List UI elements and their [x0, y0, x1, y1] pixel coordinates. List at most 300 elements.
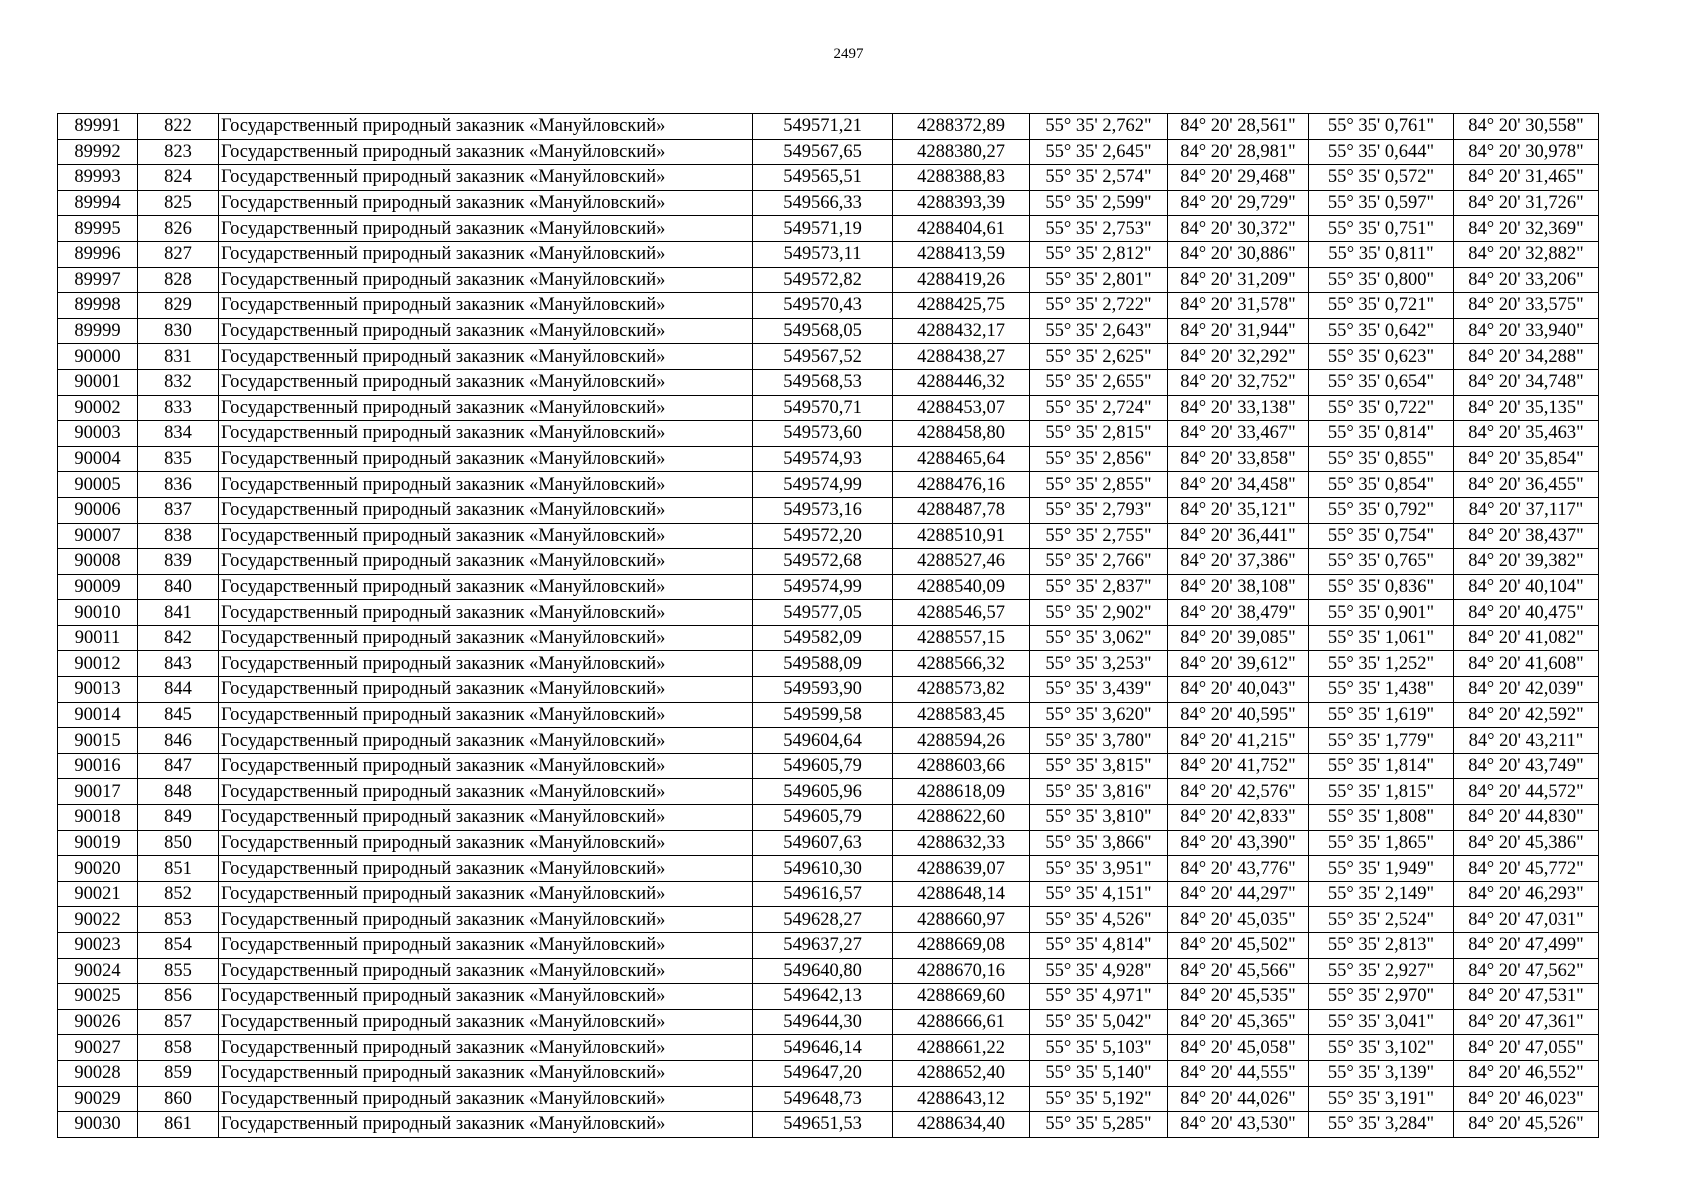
point-number-cell: 833	[138, 395, 219, 421]
point-number-cell: 825	[138, 190, 219, 216]
longitude-1-cell: 84° 20' 33,467"	[1168, 421, 1309, 447]
longitude-1-cell: 84° 20' 36,441"	[1168, 523, 1309, 549]
longitude-1-cell: 84° 20' 39,612"	[1168, 651, 1309, 677]
latitude-2-cell: 55° 35' 1,252"	[1309, 651, 1454, 677]
object-name-cell: Государственный природный заказник «Мануйловский»	[219, 216, 753, 242]
x-coordinate-cell: 549588,09	[753, 651, 893, 677]
longitude-1-cell: 84° 20' 42,833"	[1168, 805, 1309, 831]
point-number-cell: 848	[138, 779, 219, 805]
longitude-1-cell: 84° 20' 33,138"	[1168, 395, 1309, 421]
latitude-2-cell: 55° 35' 3,139"	[1309, 1060, 1454, 1086]
object-name-cell: Государственный природный заказник «Мануйловский»	[219, 574, 753, 600]
x-coordinate-cell: 549599,58	[753, 702, 893, 728]
latitude-1-cell: 55° 35' 3,866"	[1030, 830, 1168, 856]
longitude-1-cell: 84° 20' 33,858"	[1168, 446, 1309, 472]
latitude-1-cell: 55° 35' 2,856"	[1030, 446, 1168, 472]
object-name-cell: Государственный природный заказник «Мануйловский»	[219, 139, 753, 165]
longitude-1-cell: 84° 20' 29,468"	[1168, 165, 1309, 191]
row-id-cell: 89996	[58, 241, 138, 267]
point-number-cell: 824	[138, 165, 219, 191]
longitude-2-cell: 84° 20' 43,749"	[1454, 753, 1599, 779]
y-coordinate-cell: 4288566,32	[893, 651, 1030, 677]
table-row	[58, 830, 1599, 856]
table-row	[58, 702, 1599, 728]
longitude-2-cell: 84° 20' 47,055"	[1454, 1035, 1599, 1061]
object-name-cell: Государственный природный заказник «Мануйловский»	[219, 702, 753, 728]
longitude-2-cell: 84° 20' 31,726"	[1454, 190, 1599, 216]
row-id-cell: 90023	[58, 933, 138, 959]
longitude-1-cell: 84° 20' 43,390"	[1168, 830, 1309, 856]
object-name-cell: Государственный природный заказник «Мануйловский»	[219, 114, 753, 140]
latitude-1-cell: 55° 35' 2,855"	[1030, 472, 1168, 498]
table-row	[58, 114, 1599, 140]
latitude-1-cell: 55° 35' 3,439"	[1030, 677, 1168, 703]
longitude-1-cell: 84° 20' 45,566"	[1168, 958, 1309, 984]
x-coordinate-cell: 549628,27	[753, 907, 893, 933]
point-number-cell: 850	[138, 830, 219, 856]
x-coordinate-cell: 549571,19	[753, 216, 893, 242]
y-coordinate-cell: 4288453,07	[893, 395, 1030, 421]
y-coordinate-cell: 4288618,09	[893, 779, 1030, 805]
point-number-cell: 842	[138, 625, 219, 651]
longitude-1-cell: 84° 20' 45,535"	[1168, 984, 1309, 1010]
row-id-cell: 89995	[58, 216, 138, 242]
object-name-cell: Государственный природный заказник «Мануйловский»	[219, 318, 753, 344]
table-row	[58, 344, 1599, 370]
latitude-2-cell: 55° 35' 1,949"	[1309, 856, 1454, 882]
object-name-cell: Государственный природный заказник «Мануйловский»	[219, 1060, 753, 1086]
object-name-cell: Государственный природный заказник «Мануйловский»	[219, 1086, 753, 1112]
longitude-1-cell: 84° 20' 29,729"	[1168, 190, 1309, 216]
x-coordinate-cell: 549577,05	[753, 600, 893, 626]
longitude-1-cell: 84° 20' 31,944"	[1168, 318, 1309, 344]
longitude-1-cell: 84° 20' 41,752"	[1168, 753, 1309, 779]
row-id-cell: 90001	[58, 369, 138, 395]
point-number-cell: 832	[138, 369, 219, 395]
point-number-cell: 844	[138, 677, 219, 703]
row-id-cell: 90028	[58, 1060, 138, 1086]
longitude-2-cell: 84° 20' 46,023"	[1454, 1086, 1599, 1112]
longitude-2-cell: 84° 20' 42,039"	[1454, 677, 1599, 703]
x-coordinate-cell: 549582,09	[753, 625, 893, 651]
table-row	[58, 369, 1599, 395]
latitude-1-cell: 55° 35' 2,625"	[1030, 344, 1168, 370]
object-name-cell: Государственный природный заказник «Мануйловский»	[219, 907, 753, 933]
x-coordinate-cell: 549610,30	[753, 856, 893, 882]
object-name-cell: Государственный природный заказник «Мануйловский»	[219, 651, 753, 677]
object-name-cell: Государственный природный заказник «Мануйловский»	[219, 1009, 753, 1035]
longitude-2-cell: 84° 20' 32,369"	[1454, 216, 1599, 242]
x-coordinate-cell: 549574,93	[753, 446, 893, 472]
row-id-cell: 90017	[58, 779, 138, 805]
longitude-2-cell: 84° 20' 39,382"	[1454, 549, 1599, 575]
longitude-1-cell: 84° 20' 44,555"	[1168, 1060, 1309, 1086]
x-coordinate-cell: 549573,16	[753, 497, 893, 523]
latitude-1-cell: 55° 35' 2,655"	[1030, 369, 1168, 395]
table-row	[58, 933, 1599, 959]
y-coordinate-cell: 4288527,46	[893, 549, 1030, 575]
table-row	[58, 574, 1599, 600]
table-row	[58, 446, 1599, 472]
point-number-cell: 835	[138, 446, 219, 472]
longitude-1-cell: 84° 20' 44,297"	[1168, 881, 1309, 907]
table-row	[58, 984, 1599, 1010]
latitude-1-cell: 55° 35' 5,103"	[1030, 1035, 1168, 1061]
y-coordinate-cell: 4288669,60	[893, 984, 1030, 1010]
row-id-cell: 90009	[58, 574, 138, 600]
object-name-cell: Государственный природный заказник «Мануйловский»	[219, 958, 753, 984]
row-id-cell: 89997	[58, 267, 138, 293]
row-id-cell: 90029	[58, 1086, 138, 1112]
latitude-2-cell: 55° 35' 0,811"	[1309, 241, 1454, 267]
longitude-2-cell: 84° 20' 37,117"	[1454, 497, 1599, 523]
table-row	[58, 216, 1599, 242]
y-coordinate-cell: 4288446,32	[893, 369, 1030, 395]
table-row	[58, 293, 1599, 319]
y-coordinate-cell: 4288388,83	[893, 165, 1030, 191]
y-coordinate-cell: 4288639,07	[893, 856, 1030, 882]
longitude-2-cell: 84° 20' 35,463"	[1454, 421, 1599, 447]
table-row	[58, 139, 1599, 165]
object-name-cell: Государственный природный заказник «Мануйловский»	[219, 600, 753, 626]
x-coordinate-cell: 549572,68	[753, 549, 893, 575]
table-row	[58, 907, 1599, 933]
point-number-cell: 837	[138, 497, 219, 523]
longitude-1-cell: 84° 20' 32,292"	[1168, 344, 1309, 370]
point-number-cell: 838	[138, 523, 219, 549]
latitude-1-cell: 55° 35' 2,755"	[1030, 523, 1168, 549]
latitude-1-cell: 55° 35' 2,793"	[1030, 497, 1168, 523]
latitude-1-cell: 55° 35' 3,810"	[1030, 805, 1168, 831]
y-coordinate-cell: 4288487,78	[893, 497, 1030, 523]
row-id-cell: 90026	[58, 1009, 138, 1035]
longitude-2-cell: 84° 20' 34,748"	[1454, 369, 1599, 395]
latitude-1-cell: 55° 35' 3,815"	[1030, 753, 1168, 779]
longitude-2-cell: 84° 20' 43,211"	[1454, 728, 1599, 754]
y-coordinate-cell: 4288372,89	[893, 114, 1030, 140]
point-number-cell: 828	[138, 267, 219, 293]
y-coordinate-cell: 4288404,61	[893, 216, 1030, 242]
x-coordinate-cell: 549571,21	[753, 114, 893, 140]
latitude-2-cell: 55° 35' 0,754"	[1309, 523, 1454, 549]
table-row	[58, 497, 1599, 523]
row-id-cell: 90011	[58, 625, 138, 651]
longitude-1-cell: 84° 20' 38,108"	[1168, 574, 1309, 600]
longitude-2-cell: 84° 20' 40,475"	[1454, 600, 1599, 626]
longitude-2-cell: 84° 20' 33,575"	[1454, 293, 1599, 319]
latitude-2-cell: 55° 35' 2,524"	[1309, 907, 1454, 933]
latitude-1-cell: 55° 35' 2,837"	[1030, 574, 1168, 600]
row-id-cell: 90019	[58, 830, 138, 856]
row-id-cell: 90012	[58, 651, 138, 677]
point-number-cell: 834	[138, 421, 219, 447]
point-number-cell: 861	[138, 1112, 219, 1138]
longitude-2-cell: 84° 20' 30,978"	[1454, 139, 1599, 165]
y-coordinate-cell: 4288419,26	[893, 267, 1030, 293]
latitude-2-cell: 55° 35' 0,722"	[1309, 395, 1454, 421]
longitude-1-cell: 84° 20' 30,886"	[1168, 241, 1309, 267]
point-number-cell: 853	[138, 907, 219, 933]
row-id-cell: 90004	[58, 446, 138, 472]
longitude-2-cell: 84° 20' 35,135"	[1454, 395, 1599, 421]
table-row	[58, 267, 1599, 293]
latitude-1-cell: 55° 35' 3,951"	[1030, 856, 1168, 882]
point-number-cell: 839	[138, 549, 219, 575]
table-row	[58, 600, 1599, 626]
latitude-1-cell: 55° 35' 2,599"	[1030, 190, 1168, 216]
latitude-2-cell: 55° 35' 0,800"	[1309, 267, 1454, 293]
object-name-cell: Государственный природный заказник «Мануйловский»	[219, 395, 753, 421]
longitude-2-cell: 84° 20' 30,558"	[1454, 114, 1599, 140]
latitude-1-cell: 55° 35' 3,062"	[1030, 625, 1168, 651]
x-coordinate-cell: 549593,90	[753, 677, 893, 703]
y-coordinate-cell: 4288573,82	[893, 677, 1030, 703]
object-name-cell: Государственный природный заказник «Мануйловский»	[219, 1035, 753, 1061]
row-id-cell: 89998	[58, 293, 138, 319]
longitude-2-cell: 84° 20' 35,854"	[1454, 446, 1599, 472]
y-coordinate-cell: 4288438,27	[893, 344, 1030, 370]
row-id-cell: 90000	[58, 344, 138, 370]
x-coordinate-cell: 549644,30	[753, 1009, 893, 1035]
point-number-cell: 859	[138, 1060, 219, 1086]
latitude-1-cell: 55° 35' 2,753"	[1030, 216, 1168, 242]
row-id-cell: 90027	[58, 1035, 138, 1061]
point-number-cell: 827	[138, 241, 219, 267]
latitude-2-cell: 55° 35' 3,102"	[1309, 1035, 1454, 1061]
table-row	[58, 625, 1599, 651]
latitude-1-cell: 55° 35' 5,192"	[1030, 1086, 1168, 1112]
point-number-cell: 847	[138, 753, 219, 779]
y-coordinate-cell: 4288432,17	[893, 318, 1030, 344]
latitude-1-cell: 55° 35' 2,722"	[1030, 293, 1168, 319]
x-coordinate-cell: 549565,51	[753, 165, 893, 191]
y-coordinate-cell: 4288622,60	[893, 805, 1030, 831]
longitude-2-cell: 84° 20' 41,608"	[1454, 651, 1599, 677]
x-coordinate-cell: 549574,99	[753, 472, 893, 498]
longitude-2-cell: 84° 20' 41,082"	[1454, 625, 1599, 651]
object-name-cell: Государственный природный заказник «Мануйловский»	[219, 369, 753, 395]
table-row	[58, 753, 1599, 779]
table-row	[58, 958, 1599, 984]
latitude-1-cell: 55° 35' 2,643"	[1030, 318, 1168, 344]
table-row	[58, 165, 1599, 191]
latitude-2-cell: 55° 35' 3,041"	[1309, 1009, 1454, 1035]
latitude-2-cell: 55° 35' 0,855"	[1309, 446, 1454, 472]
latitude-1-cell: 55° 35' 4,928"	[1030, 958, 1168, 984]
table-row	[58, 1086, 1599, 1112]
x-coordinate-cell: 549568,05	[753, 318, 893, 344]
longitude-1-cell: 84° 20' 41,215"	[1168, 728, 1309, 754]
point-number-cell: 836	[138, 472, 219, 498]
latitude-2-cell: 55° 35' 0,814"	[1309, 421, 1454, 447]
latitude-2-cell: 55° 35' 2,927"	[1309, 958, 1454, 984]
row-id-cell: 90006	[58, 497, 138, 523]
table-row	[58, 856, 1599, 882]
y-coordinate-cell: 4288603,66	[893, 753, 1030, 779]
point-number-cell: 857	[138, 1009, 219, 1035]
point-number-cell: 860	[138, 1086, 219, 1112]
y-coordinate-cell: 4288380,27	[893, 139, 1030, 165]
y-coordinate-cell: 4288546,57	[893, 600, 1030, 626]
latitude-1-cell: 55° 35' 4,971"	[1030, 984, 1168, 1010]
point-number-cell: 829	[138, 293, 219, 319]
x-coordinate-cell: 549572,20	[753, 523, 893, 549]
latitude-2-cell: 55° 35' 1,061"	[1309, 625, 1454, 651]
x-coordinate-cell: 549605,79	[753, 805, 893, 831]
latitude-2-cell: 55° 35' 1,814"	[1309, 753, 1454, 779]
row-id-cell: 90002	[58, 395, 138, 421]
longitude-2-cell: 84° 20' 34,288"	[1454, 344, 1599, 370]
object-name-cell: Государственный природный заказник «Мануйловский»	[219, 625, 753, 651]
latitude-2-cell: 55° 35' 1,865"	[1309, 830, 1454, 856]
row-id-cell: 90013	[58, 677, 138, 703]
object-name-cell: Государственный природный заказник «Мануйловский»	[219, 830, 753, 856]
object-name-cell: Государственный природный заказник «Мануйловский»	[219, 984, 753, 1010]
row-id-cell: 90010	[58, 600, 138, 626]
row-id-cell: 90003	[58, 421, 138, 447]
row-id-cell: 89999	[58, 318, 138, 344]
longitude-2-cell: 84° 20' 47,499"	[1454, 933, 1599, 959]
longitude-2-cell: 84° 20' 44,830"	[1454, 805, 1599, 831]
row-id-cell: 90025	[58, 984, 138, 1010]
table-row	[58, 805, 1599, 831]
latitude-2-cell: 55° 35' 0,854"	[1309, 472, 1454, 498]
object-name-cell: Государственный природный заказник «Мануйловский»	[219, 677, 753, 703]
y-coordinate-cell: 4288557,15	[893, 625, 1030, 651]
point-number-cell: 855	[138, 958, 219, 984]
longitude-1-cell: 84° 20' 43,530"	[1168, 1112, 1309, 1138]
x-coordinate-cell: 549605,96	[753, 779, 893, 805]
latitude-1-cell: 55° 35' 4,526"	[1030, 907, 1168, 933]
point-number-cell: 840	[138, 574, 219, 600]
longitude-1-cell: 84° 20' 43,776"	[1168, 856, 1309, 882]
latitude-1-cell: 55° 35' 2,812"	[1030, 241, 1168, 267]
latitude-1-cell: 55° 35' 3,253"	[1030, 651, 1168, 677]
longitude-2-cell: 84° 20' 33,940"	[1454, 318, 1599, 344]
latitude-2-cell: 55° 35' 0,623"	[1309, 344, 1454, 370]
point-number-cell: 854	[138, 933, 219, 959]
row-id-cell: 90014	[58, 702, 138, 728]
longitude-1-cell: 84° 20' 37,386"	[1168, 549, 1309, 575]
longitude-2-cell: 84° 20' 47,562"	[1454, 958, 1599, 984]
table-row	[58, 523, 1599, 549]
x-coordinate-cell: 549642,13	[753, 984, 893, 1010]
longitude-1-cell: 84° 20' 45,058"	[1168, 1035, 1309, 1061]
latitude-2-cell: 55° 35' 1,808"	[1309, 805, 1454, 831]
longitude-1-cell: 84° 20' 44,026"	[1168, 1086, 1309, 1112]
latitude-2-cell: 55° 35' 0,572"	[1309, 165, 1454, 191]
row-id-cell: 89992	[58, 139, 138, 165]
latitude-1-cell: 55° 35' 3,780"	[1030, 728, 1168, 754]
y-coordinate-cell: 4288666,61	[893, 1009, 1030, 1035]
object-name-cell: Государственный природный заказник «Мануйловский»	[219, 190, 753, 216]
object-name-cell: Государственный природный заказник «Мануйловский»	[219, 933, 753, 959]
x-coordinate-cell: 549568,53	[753, 369, 893, 395]
latitude-1-cell: 55° 35' 2,766"	[1030, 549, 1168, 575]
y-coordinate-cell: 4288583,45	[893, 702, 1030, 728]
y-coordinate-cell: 4288540,09	[893, 574, 1030, 600]
table-row	[58, 779, 1599, 805]
latitude-2-cell: 55° 35' 0,654"	[1309, 369, 1454, 395]
table-row	[58, 728, 1599, 754]
latitude-2-cell: 55° 35' 2,970"	[1309, 984, 1454, 1010]
row-id-cell: 90007	[58, 523, 138, 549]
longitude-1-cell: 84° 20' 35,121"	[1168, 497, 1309, 523]
longitude-2-cell: 84° 20' 45,386"	[1454, 830, 1599, 856]
latitude-1-cell: 55° 35' 2,762"	[1030, 114, 1168, 140]
longitude-2-cell: 84° 20' 44,572"	[1454, 779, 1599, 805]
y-coordinate-cell: 4288648,14	[893, 881, 1030, 907]
longitude-2-cell: 84° 20' 47,531"	[1454, 984, 1599, 1010]
longitude-1-cell: 84° 20' 45,502"	[1168, 933, 1309, 959]
latitude-1-cell: 55° 35' 2,902"	[1030, 600, 1168, 626]
longitude-2-cell: 84° 20' 40,104"	[1454, 574, 1599, 600]
longitude-1-cell: 84° 20' 32,752"	[1168, 369, 1309, 395]
x-coordinate-cell: 549648,73	[753, 1086, 893, 1112]
row-id-cell: 90024	[58, 958, 138, 984]
object-name-cell: Государственный природный заказник «Мануйловский»	[219, 728, 753, 754]
longitude-2-cell: 84° 20' 45,526"	[1454, 1112, 1599, 1138]
row-id-cell: 90015	[58, 728, 138, 754]
longitude-1-cell: 84° 20' 45,365"	[1168, 1009, 1309, 1035]
table-row	[58, 318, 1599, 344]
latitude-1-cell: 55° 35' 2,574"	[1030, 165, 1168, 191]
row-id-cell: 90005	[58, 472, 138, 498]
point-number-cell: 831	[138, 344, 219, 370]
object-name-cell: Государственный природный заказник «Мануйловский»	[219, 293, 753, 319]
page-number: 2497	[833, 46, 864, 62]
longitude-1-cell: 84° 20' 39,085"	[1168, 625, 1309, 651]
object-name-cell: Государственный природный заказник «Мануйловский»	[219, 446, 753, 472]
longitude-2-cell: 84° 20' 36,455"	[1454, 472, 1599, 498]
object-name-cell: Государственный природный заказник «Мануйловский»	[219, 753, 753, 779]
object-name-cell: Государственный природный заказник «Мануйловский»	[219, 779, 753, 805]
x-coordinate-cell: 549604,64	[753, 728, 893, 754]
object-name-cell: Государственный природный заказник «Мануйловский»	[219, 881, 753, 907]
latitude-2-cell: 55° 35' 0,901"	[1309, 600, 1454, 626]
x-coordinate-cell: 549647,20	[753, 1060, 893, 1086]
point-number-cell: 845	[138, 702, 219, 728]
x-coordinate-cell: 549616,57	[753, 881, 893, 907]
row-id-cell: 90022	[58, 907, 138, 933]
longitude-2-cell: 84° 20' 31,465"	[1454, 165, 1599, 191]
longitude-1-cell: 84° 20' 31,209"	[1168, 267, 1309, 293]
latitude-1-cell: 55° 35' 5,140"	[1030, 1060, 1168, 1086]
point-number-cell: 823	[138, 139, 219, 165]
latitude-2-cell: 55° 35' 1,815"	[1309, 779, 1454, 805]
point-number-cell: 858	[138, 1035, 219, 1061]
latitude-1-cell: 55° 35' 5,042"	[1030, 1009, 1168, 1035]
y-coordinate-cell: 4288660,97	[893, 907, 1030, 933]
table-row	[58, 1112, 1599, 1138]
table-row	[58, 677, 1599, 703]
latitude-2-cell: 55° 35' 0,836"	[1309, 574, 1454, 600]
latitude-1-cell: 55° 35' 3,816"	[1030, 779, 1168, 805]
row-id-cell: 90018	[58, 805, 138, 831]
x-coordinate-cell: 549573,11	[753, 241, 893, 267]
longitude-1-cell: 84° 20' 42,576"	[1168, 779, 1309, 805]
row-id-cell: 89991	[58, 114, 138, 140]
longitude-1-cell: 84° 20' 40,595"	[1168, 702, 1309, 728]
row-id-cell: 90021	[58, 881, 138, 907]
latitude-2-cell: 55° 35' 0,721"	[1309, 293, 1454, 319]
table-row	[58, 472, 1599, 498]
y-coordinate-cell: 4288670,16	[893, 958, 1030, 984]
longitude-2-cell: 84° 20' 42,592"	[1454, 702, 1599, 728]
x-coordinate-cell: 549567,52	[753, 344, 893, 370]
object-name-cell: Государственный природный заказник «Мануйловский»	[219, 1112, 753, 1138]
y-coordinate-cell: 4288643,12	[893, 1086, 1030, 1112]
